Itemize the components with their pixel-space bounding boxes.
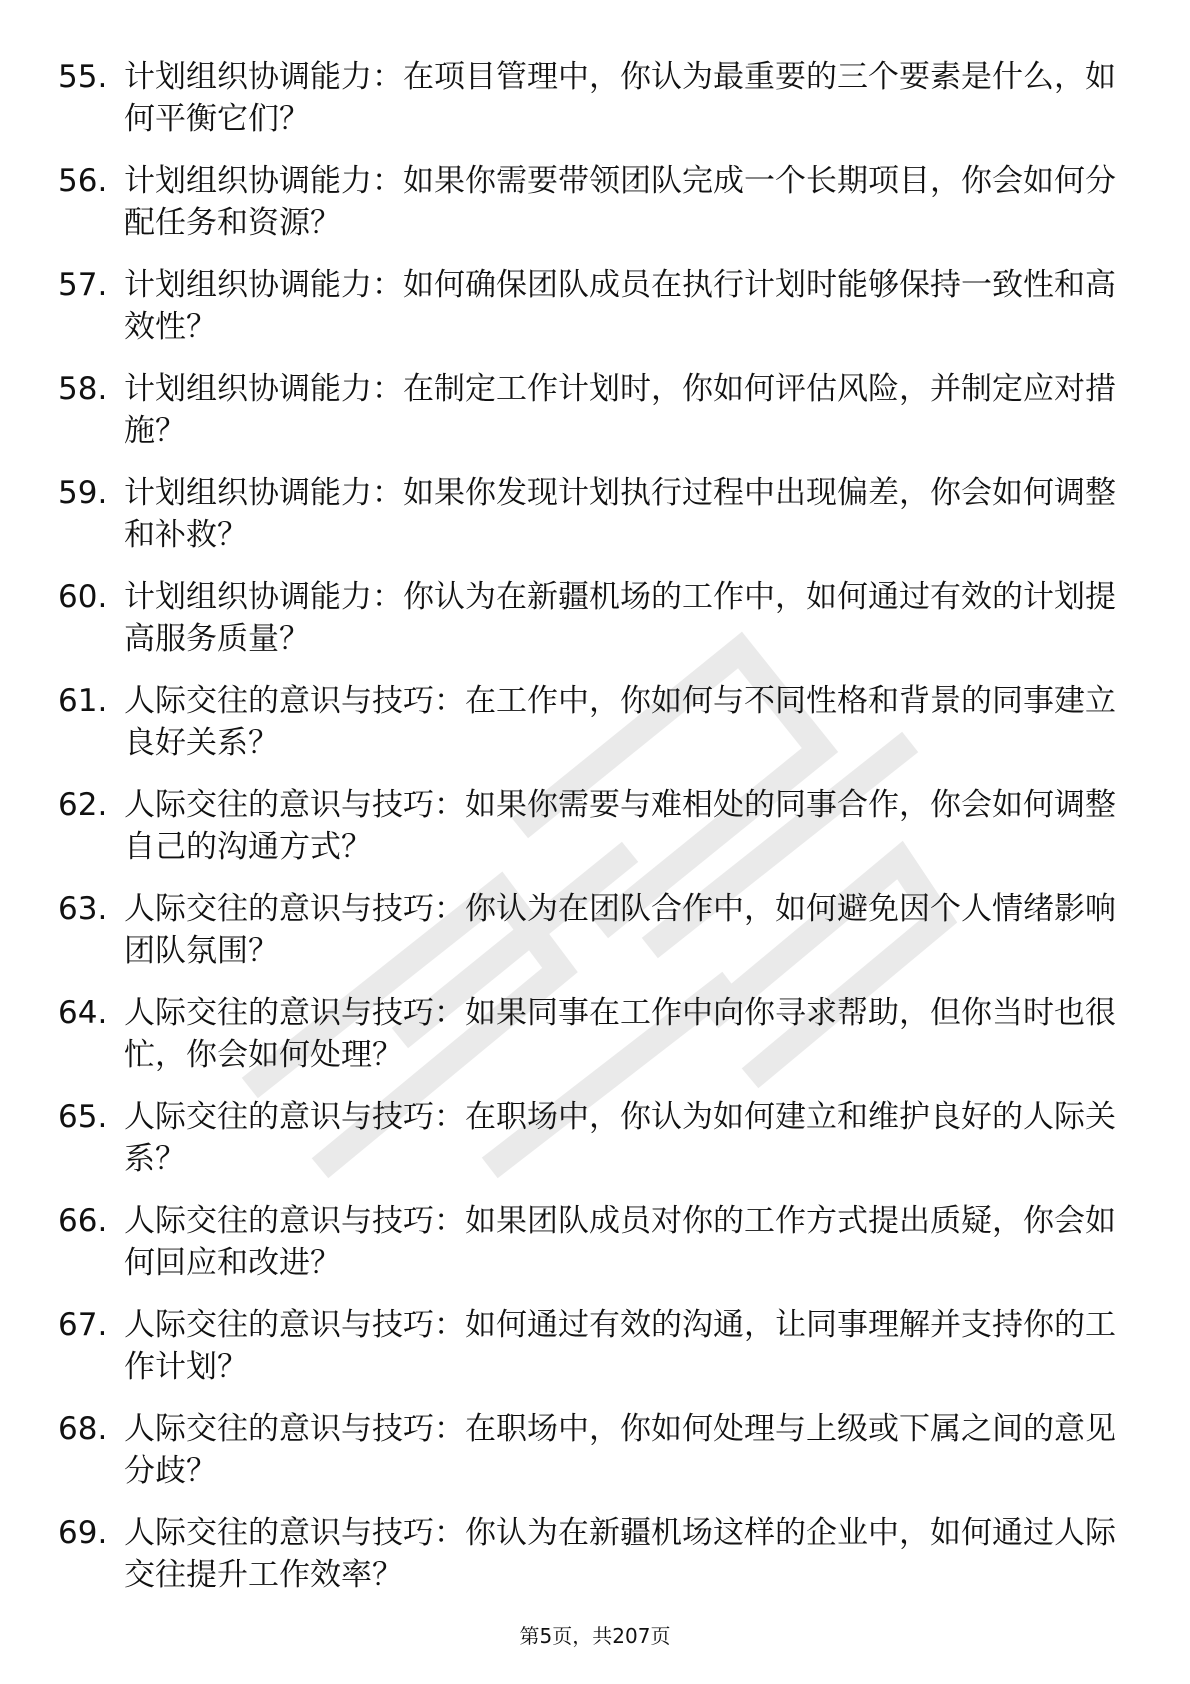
question-text: 人际交往的意识与技巧：如何通过有效的沟通，让同事理解并支持你的工作计划？ xyxy=(124,1307,1116,1385)
list-item xyxy=(58,256,1128,360)
list-item xyxy=(58,776,1128,880)
question-number: 64. xyxy=(58,995,108,1031)
question-number: 56. xyxy=(58,163,108,199)
question-text: 人际交往的意识与技巧：在工作中，你如何与不同性格和背景的同事建立良好关系？ xyxy=(124,683,1116,761)
question-text: 计划组织协调能力：你认为在新疆机场的工作中，如何通过有效的计划提高服务质量？ xyxy=(124,579,1116,657)
list-item xyxy=(58,672,1128,776)
list-item xyxy=(58,984,1128,1088)
question-number: 60. xyxy=(58,579,108,615)
question-number: 67. xyxy=(58,1307,108,1343)
question-text: 人际交往的意识与技巧：你认为在新疆机场这样的企业中，如何通过人际交往提升工作效率？ xyxy=(124,1515,1116,1593)
list-item xyxy=(58,1088,1128,1192)
question-number: 57. xyxy=(58,267,108,303)
question-number: 68. xyxy=(58,1411,108,1447)
question-number: 66. xyxy=(58,1203,108,1239)
list-item xyxy=(58,464,1128,568)
question-text: 计划组织协调能力：如何确保团队成员在执行计划时能够保持一致性和高效性？ xyxy=(124,267,1116,345)
list-item xyxy=(58,568,1128,672)
question-number: 61. xyxy=(58,683,108,719)
question-text: 计划组织协调能力：在制定工作计划时，你如何评估风险，并制定应对措施？ xyxy=(124,371,1116,449)
question-number: 62. xyxy=(58,787,108,823)
question-text: 人际交往的意识与技巧：在职场中，你如何处理与上级或下属之间的意见分歧？ xyxy=(124,1411,1116,1489)
list-item xyxy=(58,48,1128,152)
question-text: 人际交往的意识与技巧：如果同事在工作中向你寻求帮助，但你当时也很忙，你会如何处理？ xyxy=(124,995,1116,1073)
question-list xyxy=(58,48,1128,1608)
list-item xyxy=(58,1400,1128,1504)
question-text: 人际交往的意识与技巧：在职场中，你认为如何建立和维护良好的人际关系？ xyxy=(124,1099,1116,1177)
list-item xyxy=(58,360,1128,464)
list-item xyxy=(58,1504,1128,1608)
list-item xyxy=(58,1192,1128,1296)
question-text: 人际交往的意识与技巧：如果团队成员对你的工作方式提出质疑，你会如何回应和改进？ xyxy=(124,1203,1116,1281)
question-text: 人际交往的意识与技巧：你认为在团队合作中，如何避免因个人情绪影响团队氛围？ xyxy=(124,891,1116,969)
question-text: 计划组织协调能力：如果你发现计划执行过程中出现偏差，你会如何调整和补救？ xyxy=(124,475,1116,553)
question-number: 69. xyxy=(58,1515,108,1551)
question-number: 59. xyxy=(58,475,108,511)
question-number: 63. xyxy=(58,891,108,927)
question-text: 人际交往的意识与技巧：如果你需要与难相处的同事合作，你会如何调整自己的沟通方式？ xyxy=(124,787,1116,865)
question-number: 58. xyxy=(58,371,108,407)
question-number: 55. xyxy=(58,59,108,95)
list-item xyxy=(58,1296,1128,1400)
question-text: 计划组织协调能力：如果你需要带领团队完成一个长期项目，你会如何分配任务和资源？ xyxy=(124,163,1116,241)
list-item xyxy=(58,880,1128,984)
question-text: 计划组织协调能力：在项目管理中，你认为最重要的三个要素是什么，如何平衡它们？ xyxy=(124,59,1116,137)
page-footer: 第5页，共207页 xyxy=(519,1624,671,1648)
question-number: 65. xyxy=(58,1099,108,1135)
list-item xyxy=(58,152,1128,256)
